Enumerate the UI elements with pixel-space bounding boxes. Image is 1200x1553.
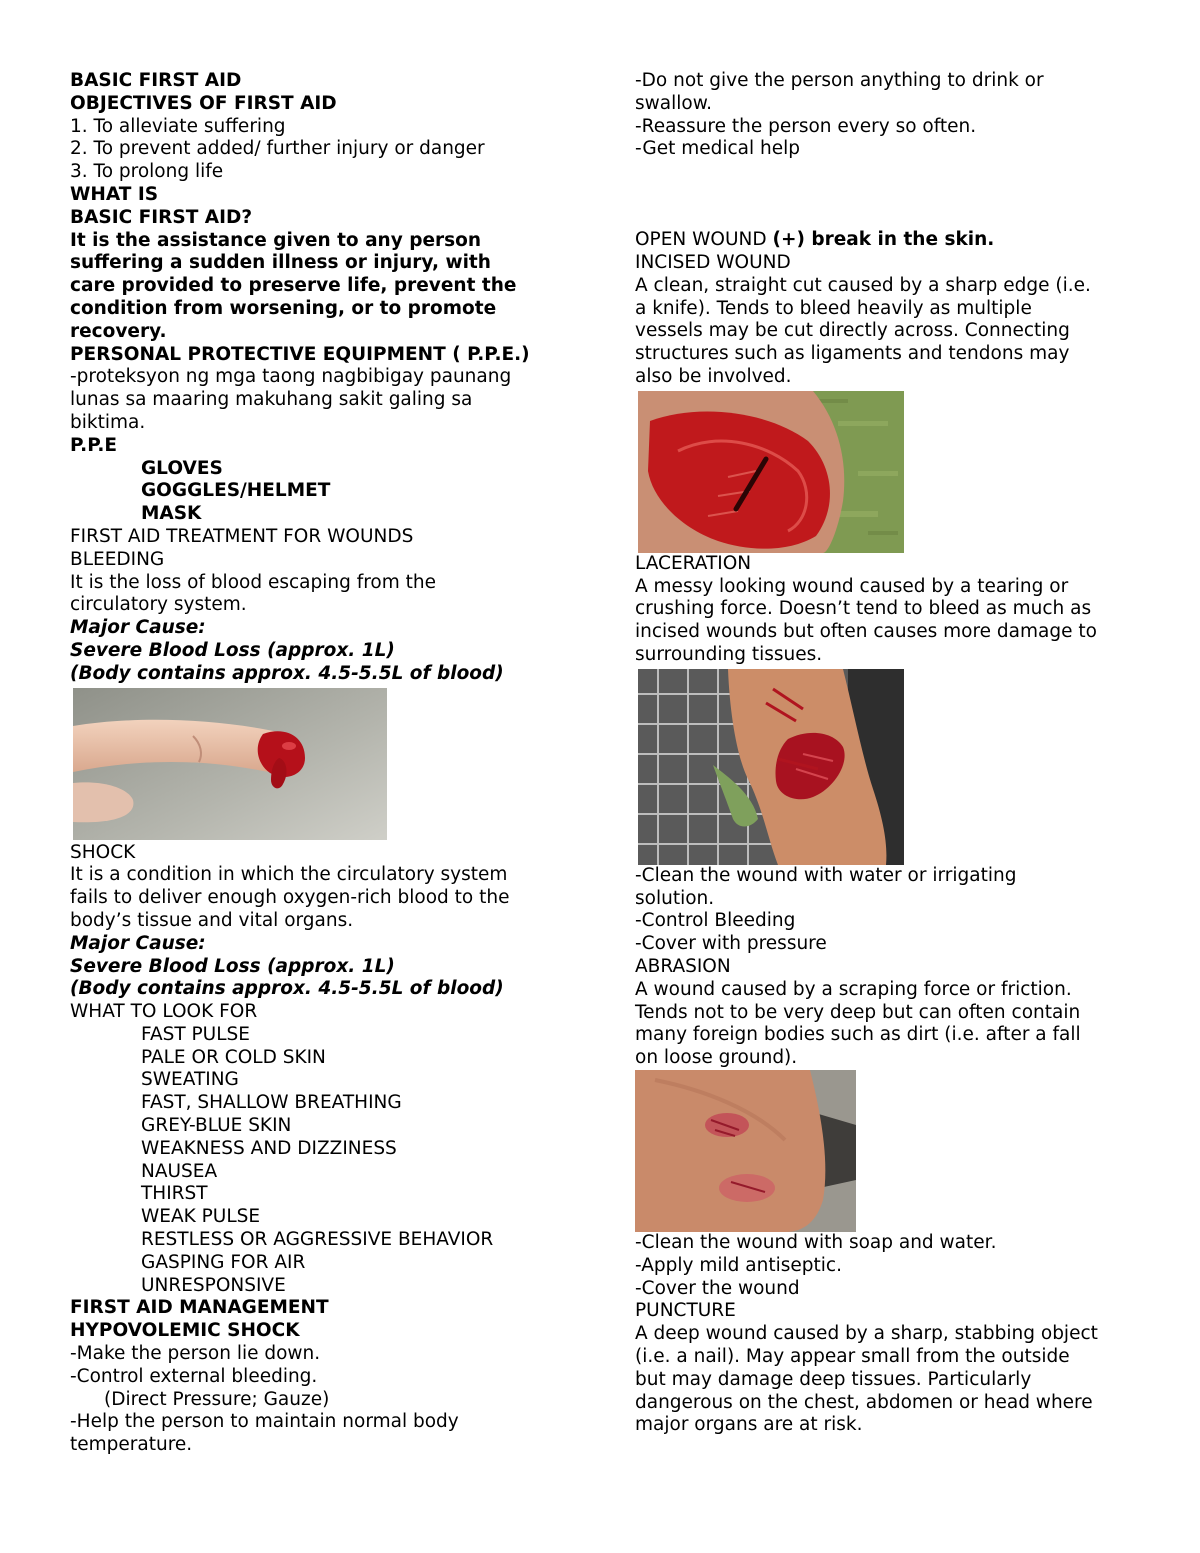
laceration-wound-photo — [638, 669, 904, 865]
incised-description: A clean, straight cut caused by a sharp edge (i.e. — [635, 274, 1091, 296]
abrasion-wound-photo — [635, 1070, 856, 1232]
objective-item: 1. To alleviate suffering — [70, 115, 286, 137]
ppe-heading: PERSONAL PROTECTIVE EQUIPMENT ( P.P.E.) — [70, 343, 530, 365]
ppe-item: MASK — [141, 503, 202, 525]
wounds-heading: FIRST AID TREATMENT FOR WOUNDS — [70, 525, 414, 547]
laceration-step: -Cover with pressure — [635, 933, 827, 955]
incised-description: also be involved. — [635, 365, 792, 387]
incised-description: structures such as ligaments and tendons may — [635, 343, 1070, 365]
body-blood-volume: (Body contains approx. 4.5-5.5L of blood) — [70, 978, 504, 1000]
objective-item: 2. To prevent added/ further injury or danger — [70, 138, 485, 160]
abrasion-description: Tends not to be very deep but can often contain — [635, 1001, 1081, 1023]
right-column — [635, 70, 1155, 1437]
symptom-item: NAUSEA — [141, 1160, 218, 1182]
laceration-heading: LACERATION — [635, 552, 752, 574]
management-step: -Make the person lie down. — [70, 1343, 321, 1365]
management-sub-step: (Direct Pressure; Gauze) — [104, 1388, 330, 1410]
symptom-item: THIRST — [141, 1183, 208, 1205]
abrasion-step: -Cover the wound — [635, 1277, 800, 1299]
puncture-heading: PUNCTURE — [635, 1300, 736, 1322]
ppe-item: GOGGLES/HELMET — [141, 480, 331, 502]
symptom-item: SWEATING — [141, 1069, 239, 1091]
laceration-step: -Control Bleeding — [635, 910, 796, 932]
symptom-item: UNRESPONSIVE — [141, 1274, 286, 1296]
management-step: -Get medical help — [635, 138, 801, 160]
ppe-short-heading: P.P.E — [70, 434, 118, 456]
bleeding-finger-photo — [73, 688, 387, 840]
puncture-description: dangerous on the chest, abdomen or head where — [635, 1391, 1093, 1413]
what-is-heading-2: BASIC FIRST AID? — [70, 206, 253, 228]
management-step: -Help the person to maintain normal body — [70, 1411, 459, 1433]
puncture-description: but may damage deep tissues. Particularly — [635, 1368, 1032, 1390]
spacer — [635, 161, 1155, 229]
shock-description: It is a condition in which the circulatory system — [70, 864, 508, 886]
open-wound-label: OPEN WOUND — [635, 229, 773, 251]
major-cause-label: Major Cause: — [70, 932, 206, 954]
laceration-description: crushing force. Doesn’t tend to bleed as much as — [635, 598, 1092, 620]
laceration-step: -Clean the wound with water or irrigating — [635, 864, 1017, 886]
puncture-description: major organs are at risk. — [635, 1414, 863, 1436]
incised-description: a knife). Tends to bleed heavily as multiple — [635, 297, 1032, 319]
left-column — [70, 70, 590, 1457]
open-wound-heading — [635, 229, 1155, 252]
symptom-item: PALE OR COLD SKIN — [141, 1046, 326, 1068]
symptom-item: FAST, SHALLOW BREATHING — [141, 1092, 402, 1114]
symptom-item: GASPING FOR AIR — [141, 1251, 306, 1273]
abrasion-step: -Clean the wound with soap and water. — [635, 1231, 997, 1253]
incised-heading: INCISED WOUND — [635, 251, 791, 273]
ppe-description: biktima. — [70, 411, 146, 433]
bleeding-description: It is the loss of blood escaping from the — [70, 571, 437, 593]
definition-line: recovery. — [70, 320, 167, 342]
laceration-description: surrounding tissues. — [635, 643, 823, 665]
bleeding-description: circulatory system. — [70, 594, 247, 616]
management-step: temperature. — [70, 1434, 193, 1456]
abrasion-description: many foreign bodies such as dirt (i.e. after a fall — [635, 1024, 1081, 1046]
definition-line: care provided to preserve life, prevent the — [70, 275, 517, 297]
symptom-item: FAST PULSE — [141, 1023, 250, 1045]
body-blood-volume: (Body contains approx. 4.5-5.5L of blood) — [70, 662, 504, 684]
management-step: -Do not give the person anything to drink or — [635, 70, 1044, 91]
objective-item: 3. To prolong life — [70, 161, 224, 183]
document-title: BASIC FIRST AID — [70, 70, 242, 91]
laceration-description: incised wounds but often causes more damage to — [635, 621, 1097, 643]
open-wound-definition: (+) break in the skin. — [772, 229, 995, 251]
definition-line: condition from worsening, or to promote — [70, 297, 497, 319]
symptom-item: RESTLESS OR AGGRESSIVE BEHAVIOR — [141, 1229, 494, 1251]
shock-description: fails to deliver enough oxygen-rich blood to the — [70, 887, 510, 909]
ppe-description: -proteksyon ng mga taong nagbibigay paunang — [70, 366, 512, 388]
abrasion-step: -Apply mild antiseptic. — [635, 1254, 842, 1276]
definition-line: It is the assistance given to any person — [70, 229, 482, 251]
shock-heading: SHOCK — [70, 841, 136, 863]
laceration-step: solution. — [635, 887, 715, 909]
management-step: swallow. — [635, 92, 713, 114]
abrasion-description: on loose ground). — [635, 1047, 798, 1069]
symptom-item: WEAK PULSE — [141, 1206, 261, 1228]
symptom-item: WEAKNESS AND DIZZINESS — [141, 1137, 397, 1159]
management-step: -Control external bleeding. — [70, 1365, 318, 1387]
major-cause-label: Major Cause: — [70, 617, 206, 639]
ppe-description: lunas sa maaring makuhang sakit galing sa — [70, 389, 473, 411]
severe-blood-loss: Severe Blood Loss (approx. 1L) — [70, 955, 395, 977]
management-step: -Reassure the person every so often. — [635, 115, 977, 137]
ppe-item: GLOVES — [141, 457, 223, 479]
objectives-heading: OBJECTIVES OF FIRST AID — [70, 92, 337, 114]
definition-line: suffering a sudden illness or injury, with — [70, 252, 491, 274]
management-heading: FIRST AID MANAGEMENT — [70, 1297, 329, 1319]
laceration-description: A messy looking wound caused by a tearing or — [635, 575, 1069, 597]
look-for-heading: WHAT TO LOOK FOR — [70, 1001, 258, 1023]
shock-description: body’s tissue and vital organs. — [70, 909, 354, 931]
puncture-description: A deep wound caused by a sharp, stabbing object — [635, 1323, 1098, 1345]
incised-wound-photo — [638, 391, 904, 553]
abrasion-description: A wound caused by a scraping force or friction. — [635, 978, 1072, 1000]
what-is-heading: WHAT IS — [70, 183, 159, 205]
incised-description: vessels may be cut directly across. Connecting — [635, 320, 1070, 342]
puncture-description: (i.e. a nail). May appear small from the outside — [635, 1345, 1070, 1367]
hypovolemic-heading: HYPOVOLEMIC SHOCK — [70, 1320, 300, 1342]
symptom-item: GREY-BLUE SKIN — [141, 1115, 292, 1137]
severe-blood-loss: Severe Blood Loss (approx. 1L) — [70, 639, 395, 661]
abrasion-heading: ABRASION — [635, 955, 731, 977]
bleeding-heading: BLEEDING — [70, 548, 165, 570]
